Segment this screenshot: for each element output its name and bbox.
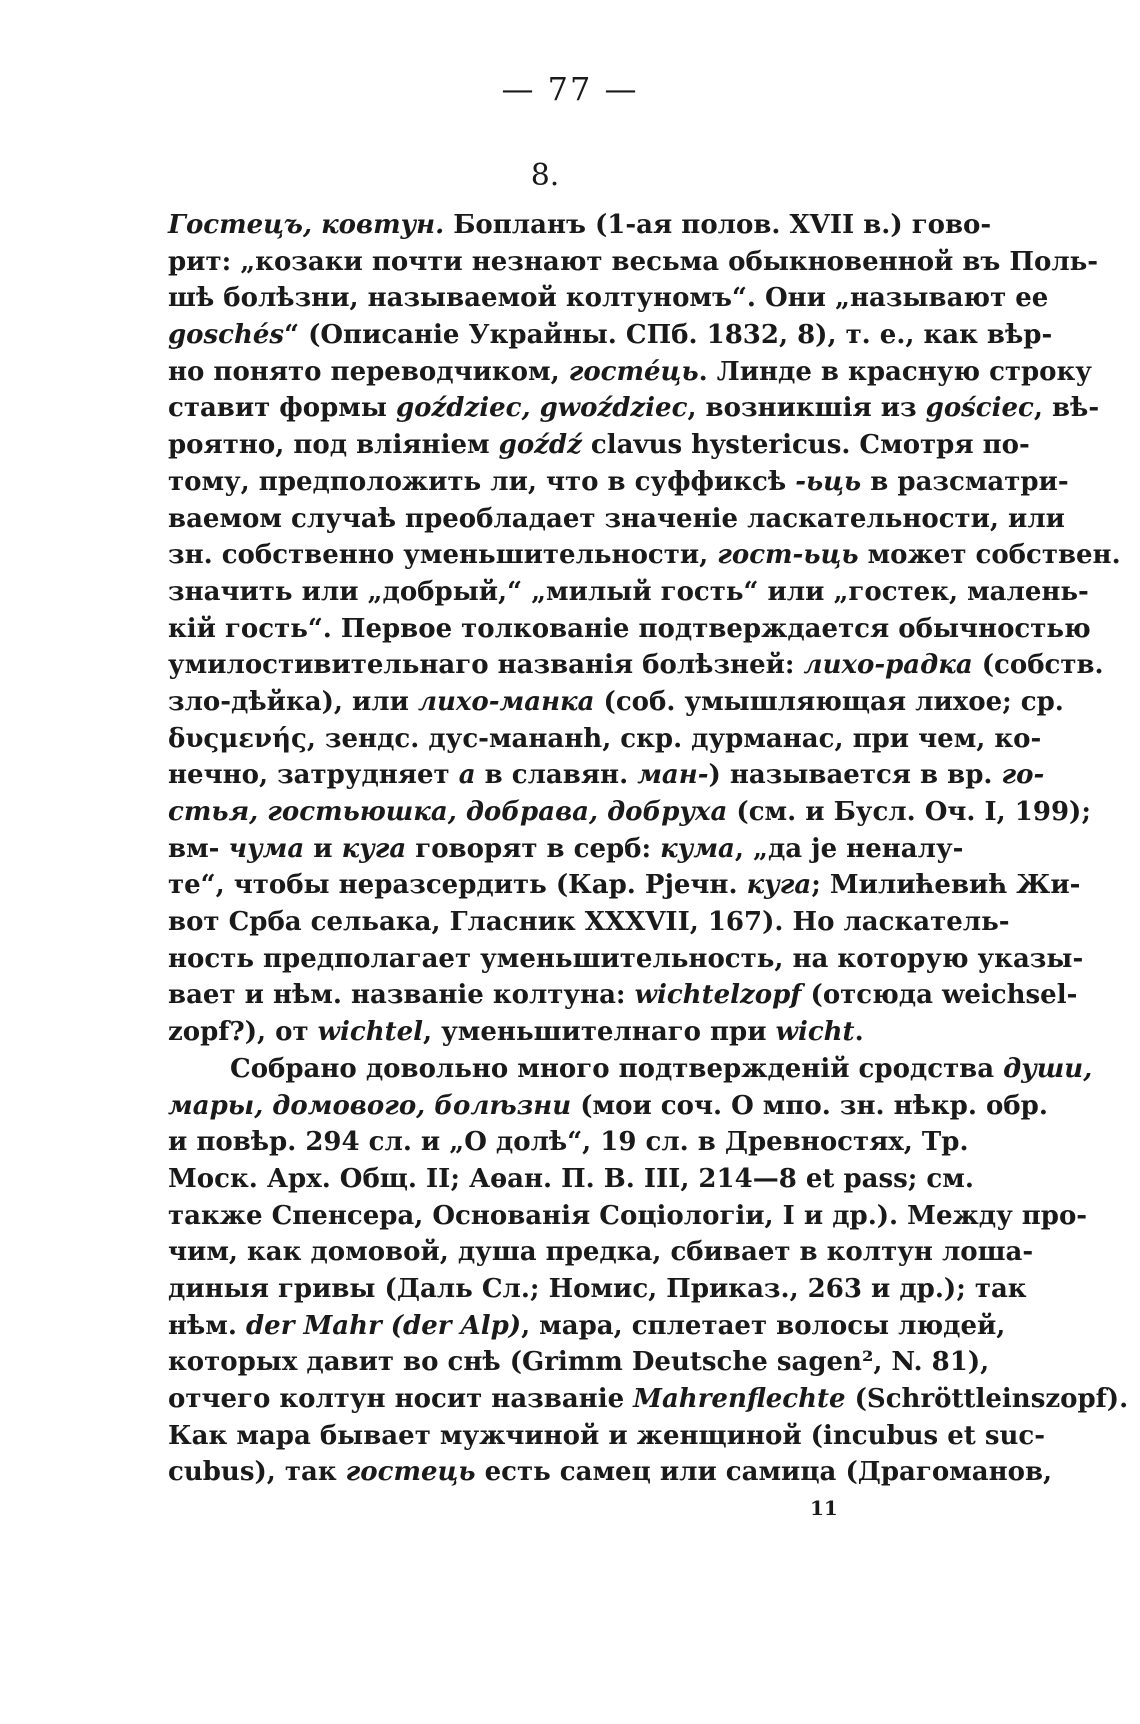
italic-text: wicht — [775, 1017, 855, 1048]
text-line — [168, 1051, 1093, 1088]
text-run: также Спенсера, Основанія Соціологіи, I и др.). Между про- — [168, 1200, 1088, 1231]
text-line — [168, 354, 1092, 391]
text-line — [168, 757, 1045, 794]
text-run: шѣ болѣзни, называемой колтуномъ“. Они „называют ее — [168, 283, 1049, 314]
text-line — [168, 1454, 1053, 1491]
text-line — [168, 1234, 1034, 1271]
body-text — [168, 207, 1129, 1491]
text-line — [168, 647, 1104, 684]
italic-text: Гостецъ, ковтун. — [168, 210, 445, 240]
text-line — [168, 207, 992, 244]
text-run: зло-дѣйка), или — [168, 686, 418, 717]
text-run: . — [854, 1017, 864, 1048]
signature-mark: 11 — [810, 1496, 838, 1520]
text-run: , мара, сплетает волосы людей, — [521, 1310, 1006, 1341]
text-run: те“, чтобы неразсердить (Кар. Рјечн. — [168, 870, 747, 901]
text-run: Собрано довольно много подтвержденій сродства — [230, 1053, 1004, 1084]
italic-text: лихо-манка — [417, 686, 595, 717]
text-run: отчего колтун носит названіе — [168, 1384, 634, 1414]
text-line — [168, 427, 1030, 464]
text-run: вает и нѣм. названіе колтуна: — [168, 980, 635, 1011]
text-line — [168, 537, 1121, 574]
text-run: ность предполагает уменьшительность, на которую указы- — [168, 943, 1084, 974]
text-run: чим, как домовой, душа предка, сбивает в колтун лоша- — [168, 1237, 1034, 1268]
italic-text: -ьць — [795, 466, 862, 497]
text-run: но понято переводчиком, — [168, 356, 569, 387]
text-run: диныя гривы (Даль Сл.; Номис, Приказ., 263 и др.); так — [168, 1273, 1027, 1304]
text-run: clavus hystericus. Смотря по- — [581, 430, 1030, 461]
text-run: Бопланъ (1-ая полов. XVII в.) гово- — [444, 210, 992, 240]
italic-text: wichtel — [317, 1017, 424, 1048]
text-run: , вѣ- — [1033, 393, 1100, 424]
text-line — [168, 501, 1065, 538]
text-run: (см. и Бусл. Оч. I, 199); — [727, 797, 1091, 827]
text-line — [168, 611, 1091, 648]
section-number: 8. — [530, 158, 560, 193]
text-run: кій гость“. Первое толкованіе подтверждается обычностью — [168, 613, 1091, 644]
text-run: . Линде в красную строку — [698, 356, 1092, 387]
italic-text: goździec, gwoździec — [395, 393, 688, 424]
italic-text: мары, домового, болѣзни — [168, 1090, 572, 1121]
text-line — [168, 794, 1091, 831]
text-line — [168, 721, 1042, 758]
text-run: вот Срба сельака, Гласник XXXVII, 167). Но ласкатель- — [168, 907, 1010, 938]
text-line — [168, 280, 1049, 317]
text-run: нечно, затрудняет — [168, 760, 459, 791]
text-run: вм- — [168, 833, 229, 864]
italic-text: чума — [228, 833, 305, 864]
italic-text: стья, гостьюшка, добрава, добруха — [168, 797, 728, 827]
italic-text: кума — [660, 833, 735, 864]
italic-text: а — [458, 760, 476, 791]
italic-text: goschés — [168, 320, 285, 351]
text-run: в разсматри- — [861, 466, 1069, 497]
italic-text: го- — [1001, 760, 1045, 791]
text-line — [168, 941, 1084, 978]
text-run: ) называется в вр. — [708, 760, 1002, 791]
text-run: cubus), так — [168, 1457, 346, 1488]
text-line — [168, 1088, 1048, 1125]
text-run: зн. собственно уменьшительности, — [168, 540, 718, 571]
page-number: — 77 — — [501, 70, 639, 108]
text-run: (соб. умышляющая лихое; ср. — [594, 686, 1064, 717]
text-line — [168, 390, 1100, 427]
italic-text: гостець — [345, 1457, 476, 1488]
text-line — [168, 1344, 990, 1381]
text-run: Моск. Арх. Общ. II; Аѳан. П. В. III, 214—8 et pass; см. — [168, 1163, 974, 1194]
text-line — [168, 317, 1053, 354]
text-run: , возникшія из — [687, 393, 926, 424]
text-run: рит: „козаки почти незнают весьма обыкновенной въ Поль- — [168, 246, 1099, 277]
text-run: роятно, под вліяніем — [168, 430, 499, 461]
text-line — [168, 574, 1089, 611]
text-run: (мои соч. О мпо. зн. нѣкр. обр. — [571, 1090, 1048, 1121]
text-run: zopf?), от — [168, 1017, 318, 1048]
text-line — [168, 1418, 1046, 1455]
italic-text: der Mahr (der Alp) — [246, 1310, 522, 1341]
text-run: ставит формы — [168, 393, 396, 424]
text-line — [168, 1308, 1006, 1345]
text-run: Как мара бывает мужчиной и женщиной (incubus et suc- — [168, 1420, 1046, 1451]
text-line — [168, 1198, 1088, 1235]
italic-text: куга — [341, 833, 407, 864]
text-run: может собствен. — [858, 540, 1121, 571]
text-run: в славян. — [475, 760, 638, 791]
text-run: нѣм. — [168, 1310, 246, 1341]
text-run: и — [304, 833, 342, 864]
text-run: ваемом случаѣ преобладает значеніе ласкательности, или — [168, 503, 1065, 534]
italic-text: гостéць — [568, 356, 699, 387]
text-line — [168, 464, 1069, 501]
text-run: (собств. — [972, 650, 1104, 681]
italic-text: гост-ьць — [717, 540, 859, 571]
text-run: δυςμενής, зендс. дус-мананһ, скр. дурманас, при чем, ко- — [168, 723, 1042, 754]
text-run: (отсюда weichsel- — [801, 980, 1078, 1011]
text-line — [168, 904, 1010, 941]
text-line — [168, 1381, 1129, 1418]
italic-text: лихо-радка — [803, 650, 973, 681]
text-run: которых давит во снѣ (Grimm Deutsche sagen², N. 81), — [168, 1347, 990, 1378]
text-run: ; Милићевић Жи- — [811, 870, 1081, 901]
italic-text: куга — [746, 870, 812, 901]
text-line — [168, 1124, 969, 1161]
text-run: , „да је неналу- — [734, 833, 964, 864]
text-run: значить или „добрый,“ „милый гость“ или „гостек, малень- — [168, 576, 1089, 607]
text-line — [168, 684, 1064, 721]
text-line — [168, 1161, 974, 1198]
italic-text: Mahrenflechte — [633, 1384, 846, 1414]
text-line — [168, 977, 1078, 1014]
text-run: умилостивительнаго названія болѣзней: — [168, 650, 804, 681]
italic-text: gościec — [925, 393, 1034, 424]
text-line — [168, 867, 1081, 904]
text-run: , уменьшителнаго при — [423, 1017, 776, 1048]
text-line — [168, 1271, 1027, 1308]
text-run: (Schröttleinszopf). — [845, 1384, 1129, 1414]
italic-text: ман- — [637, 760, 709, 791]
text-run: есть самец или самица (Драгоманов, — [475, 1457, 1053, 1488]
text-run: “ (Описаніе Украйны. СПб. 1832, 8), т. е., как вѣр- — [284, 320, 1053, 351]
italic-text: wichtelzopf — [634, 980, 802, 1011]
italic-text: goźdź — [498, 430, 582, 461]
text-run: тому, предположить ли, что в суффиксѣ — [168, 466, 796, 497]
text-line — [168, 831, 964, 868]
text-line — [168, 1014, 926, 1051]
text-line — [168, 244, 1099, 281]
italic-text: души, — [1003, 1053, 1093, 1084]
text-run: говорят в серб: — [406, 833, 661, 864]
text-run: и повѣр. 294 сл. и „О долѣ“, 19 сл. в Древностях, Тр. — [168, 1127, 969, 1158]
